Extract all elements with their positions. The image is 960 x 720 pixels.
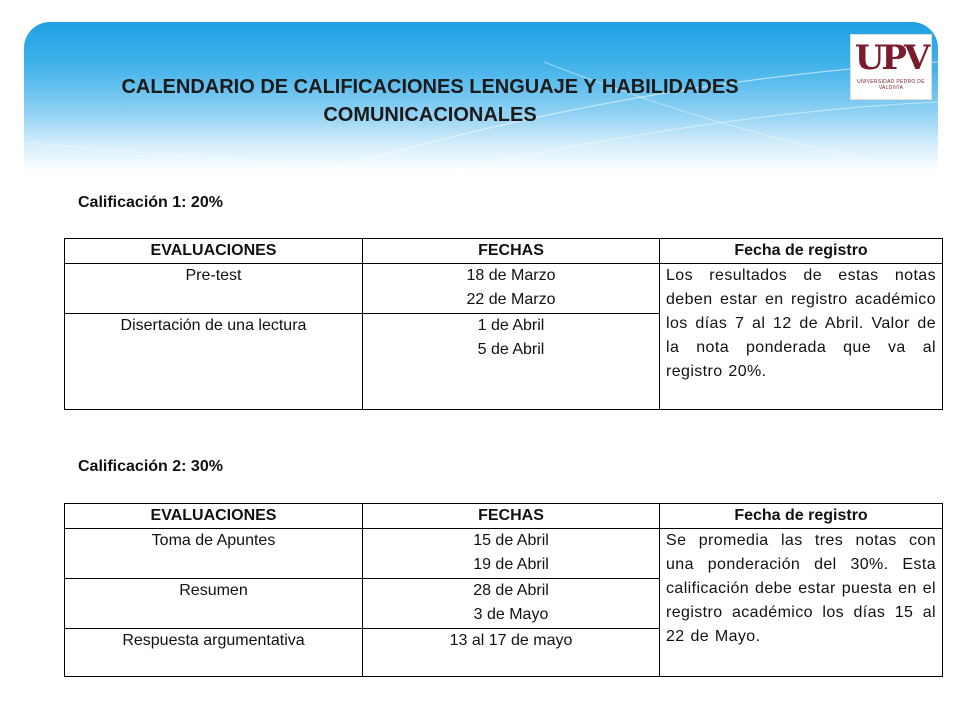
table-row (65, 264, 943, 314)
date: 3 de Mayo (473, 606, 549, 623)
evaluation-name: Resumen (65, 579, 363, 629)
evaluation-dates (363, 314, 660, 410)
evaluation-name: Disertación de una lectura (65, 314, 363, 410)
registration-note: Los resultados de estas notas deben estar en registro académico los días 7 al 12 de Abril. Valor de la nota ponderada que va al registro 20%. (660, 264, 943, 410)
evaluation-dates (363, 579, 660, 629)
grades-table-2 (64, 503, 943, 677)
university-logo (850, 34, 932, 100)
section-label-1: Calificación 1: 20% (78, 194, 223, 211)
date: 1 de Abril (477, 317, 545, 334)
header-evaluaciones: EVALUACIONES (65, 504, 363, 529)
date: 28 de Abril (473, 582, 549, 599)
grades-table-1 (64, 238, 943, 410)
header-registro: Fecha de registro (660, 239, 943, 264)
evaluation-name: Respuesta argumentativa (65, 629, 363, 677)
header-evaluaciones: EVALUACIONES (65, 239, 363, 264)
evaluation-dates (363, 529, 660, 579)
evaluation-dates (363, 629, 660, 677)
header-fechas: FECHAS (363, 239, 660, 264)
page-title: CALENDARIO DE CALIFICACIONES LENGUAJE Y HABILIDADES COMUNICACIONALES (121, 76, 739, 126)
table-header-row (65, 239, 943, 264)
evaluation-name: Toma de Apuntes (65, 529, 363, 579)
table-row (65, 529, 943, 579)
date: 19 de Abril (473, 556, 549, 573)
header-fechas: FECHAS (363, 504, 660, 529)
date: 18 de Marzo (466, 267, 556, 284)
evaluation-name: Pre-test (65, 264, 363, 314)
header-registro: Fecha de registro (660, 504, 943, 529)
section-label-2: Calificación 2: 30% (78, 458, 223, 475)
date: 13 al 17 de mayo (449, 632, 573, 649)
registration-note: Se promedia las tres notas con una ponderación del 30%. Esta calificación debe estar puesta en el registro académico los días 15 al 22 de Mayo. (660, 529, 943, 677)
logo-letters: UPV (854, 38, 928, 78)
date: 22 de Marzo (466, 291, 556, 308)
evaluation-dates (363, 264, 660, 314)
table-header-row (65, 504, 943, 529)
logo-subtitle: UNIVERSIDAD PEDRO DE VALDIVIA (857, 79, 925, 91)
date: 5 de Abril (477, 341, 545, 358)
date: 15 de Abril (473, 532, 549, 549)
